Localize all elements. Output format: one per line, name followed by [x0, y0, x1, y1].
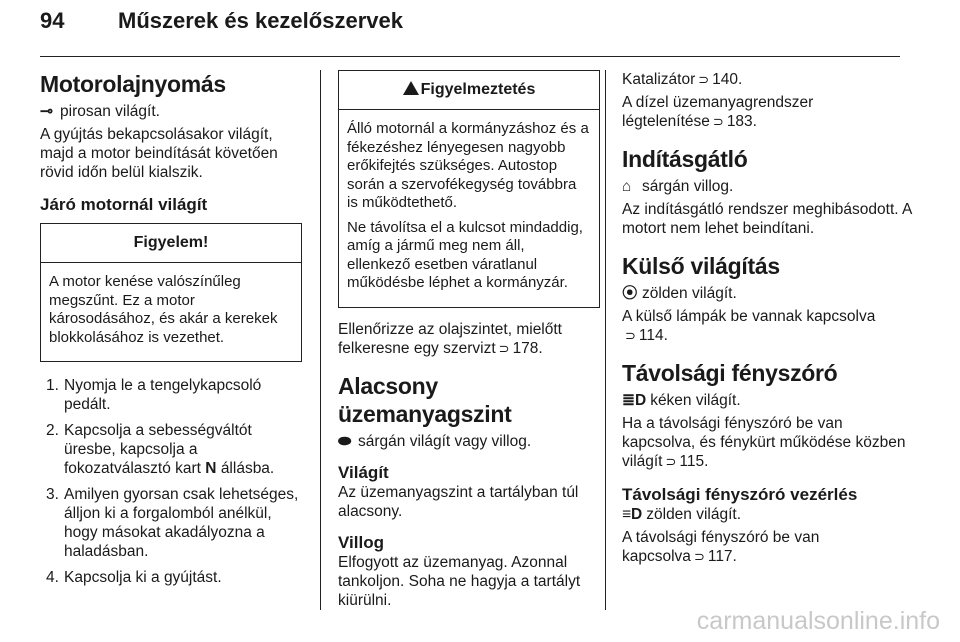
high-beam-icon: ≣D: [622, 392, 647, 409]
caution-box: [40, 223, 302, 362]
immobiliser-text: Az indításgátló rendszer meghibásodott. A motort nem lehet beindítani.: [622, 201, 912, 237]
flashing-text: Elfogyott az üzemanyag. Azonnal tankoljon. Soha ne hagyja a tartályt kiürülni.: [338, 553, 581, 609]
reference-arrow-icon: ⊃: [498, 340, 510, 356]
subhead-flashing: Villog: [338, 532, 384, 552]
warning-text-2: Ne távolítsa el a kulcsot mindaddig, amíg a jármű meg nem áll, ellenkező esetben váratlanul működésbe léphet a kormányzár.: [347, 218, 583, 291]
high-beam-assist-icon: ≡D: [622, 506, 643, 523]
immobiliser-icon: ⌂: [622, 178, 632, 195]
column-divider: [320, 70, 321, 610]
watermark: carmanualsonline.info: [696, 607, 940, 635]
lit-text: Az üzemanyagszint a tartályban túl alacsony.: [338, 483, 579, 520]
reference-arrow-icon: ⊃: [693, 549, 705, 564]
oil-pressure-icon: ⊸: [40, 103, 53, 120]
list-item: 4. Kapcsolja ki a gyújtást.: [46, 569, 222, 586]
exterior-light-icon-line: ⦿ zölden világít.: [622, 285, 737, 302]
subhead-engine-running: Járó motornál világít: [40, 195, 208, 214]
column-1: [40, 70, 302, 594]
section-title-exterior-light: Külső világítás: [622, 253, 780, 279]
reference-arrow-icon: ⊃: [665, 454, 677, 469]
list-item: 3. Amilyen gyorsan csak lehetséges, álljon ki a forgalomból anélkül, hogy másokat akadályozna a haladásban.: [46, 486, 299, 560]
column-divider: [605, 70, 606, 610]
steps-list: [40, 376, 302, 587]
warning-triangle-icon: [403, 81, 419, 95]
fuel-icon-line: ⬬ sárgán világít vagy villog.: [338, 432, 532, 450]
gear-position-n: N: [205, 460, 217, 477]
section-title-oil-pressure: Motorolajnyomás: [40, 71, 226, 97]
section-title-high-beam-assist: Távolsági fényszóró vezérlés: [622, 485, 858, 504]
section-title-high-beam: Távolsági fényszóró: [622, 360, 838, 386]
exterior-light-icon: ⦿: [622, 285, 638, 302]
list-item: 2. Kapcsolja a sebességváltót üresbe, kapcsolja a fokozatválasztó kart N állásba.: [46, 422, 275, 477]
list-item: 1. Nyomja le a tengelykapcsoló pedált.: [46, 377, 262, 413]
warning-box: [338, 70, 600, 308]
high-beam-assist-icon-line: ≡D zölden világít.: [622, 506, 742, 523]
column-2: [338, 70, 600, 614]
high-beam-text: Ha a távolsági fényszóró be van kapcsolva, és fénykürt működése közben világít ⊃ 115.: [622, 415, 906, 470]
catalyst-ref-text: Katalizátor ⊃ 140.: [622, 71, 743, 88]
column-3: [622, 70, 912, 570]
reference-arrow-icon: ⊃: [625, 328, 636, 343]
high-beam-assist-text: A távolsági fényszóró be van kapcsolva ⊃ 117.: [622, 529, 820, 565]
page-header: [40, 8, 403, 34]
warning-title: Figyelmeztetés: [420, 81, 536, 98]
diesel-ref-text: A dízel üzemanyagrendszer légtelenítése ⊃ 183.: [622, 94, 814, 130]
immobiliser-icon-line: ⌂ sárgán villog.: [622, 178, 734, 195]
fuel-icon: ⬬: [338, 432, 352, 450]
caution-title: Figyelem!: [41, 224, 301, 263]
high-beam-icon-line: ≣D kéken világít.: [622, 392, 741, 409]
check-oil-text: Ellenőrizze az olajszintet, mielőtt felkeresne egy szervizt ⊃ 178.: [338, 320, 562, 357]
reference-arrow-icon: ⊃: [698, 72, 710, 87]
oil-intro-text: A gyújtás bekapcsolásakor világít, majd a motor beindítását követően rövid időn belül kialszik.: [40, 126, 278, 181]
header-divider: [40, 56, 900, 57]
warning-text-1: Álló motornál a kormányzáshoz és a fékezéshez lényegesen nagyobb erőkifejtés szükséges. Autostop során a szervofékegység továbbra is működtethető.: [347, 120, 589, 211]
page-number: 94: [40, 8, 65, 33]
caution-text: A motor kenése valószínűleg megszűnt. Ez a motor károsodásához, és akár a kerekek blokkolásához is vezethet.: [49, 273, 278, 346]
chapter-title: Műszerek és kezelőszervek: [118, 8, 403, 33]
oil-icon-line: ⊸ pirosan világít.: [40, 103, 160, 120]
exterior-light-text: A külső lámpák be vannak kapcsolva ⊃ 114.: [622, 308, 876, 344]
reference-arrow-icon: ⊃: [712, 114, 724, 129]
section-title-low-fuel: Alacsony üzemanyagszint: [338, 372, 512, 427]
subhead-lit: Világít: [338, 462, 389, 482]
section-title-immobiliser: Indításgátló: [622, 146, 748, 172]
